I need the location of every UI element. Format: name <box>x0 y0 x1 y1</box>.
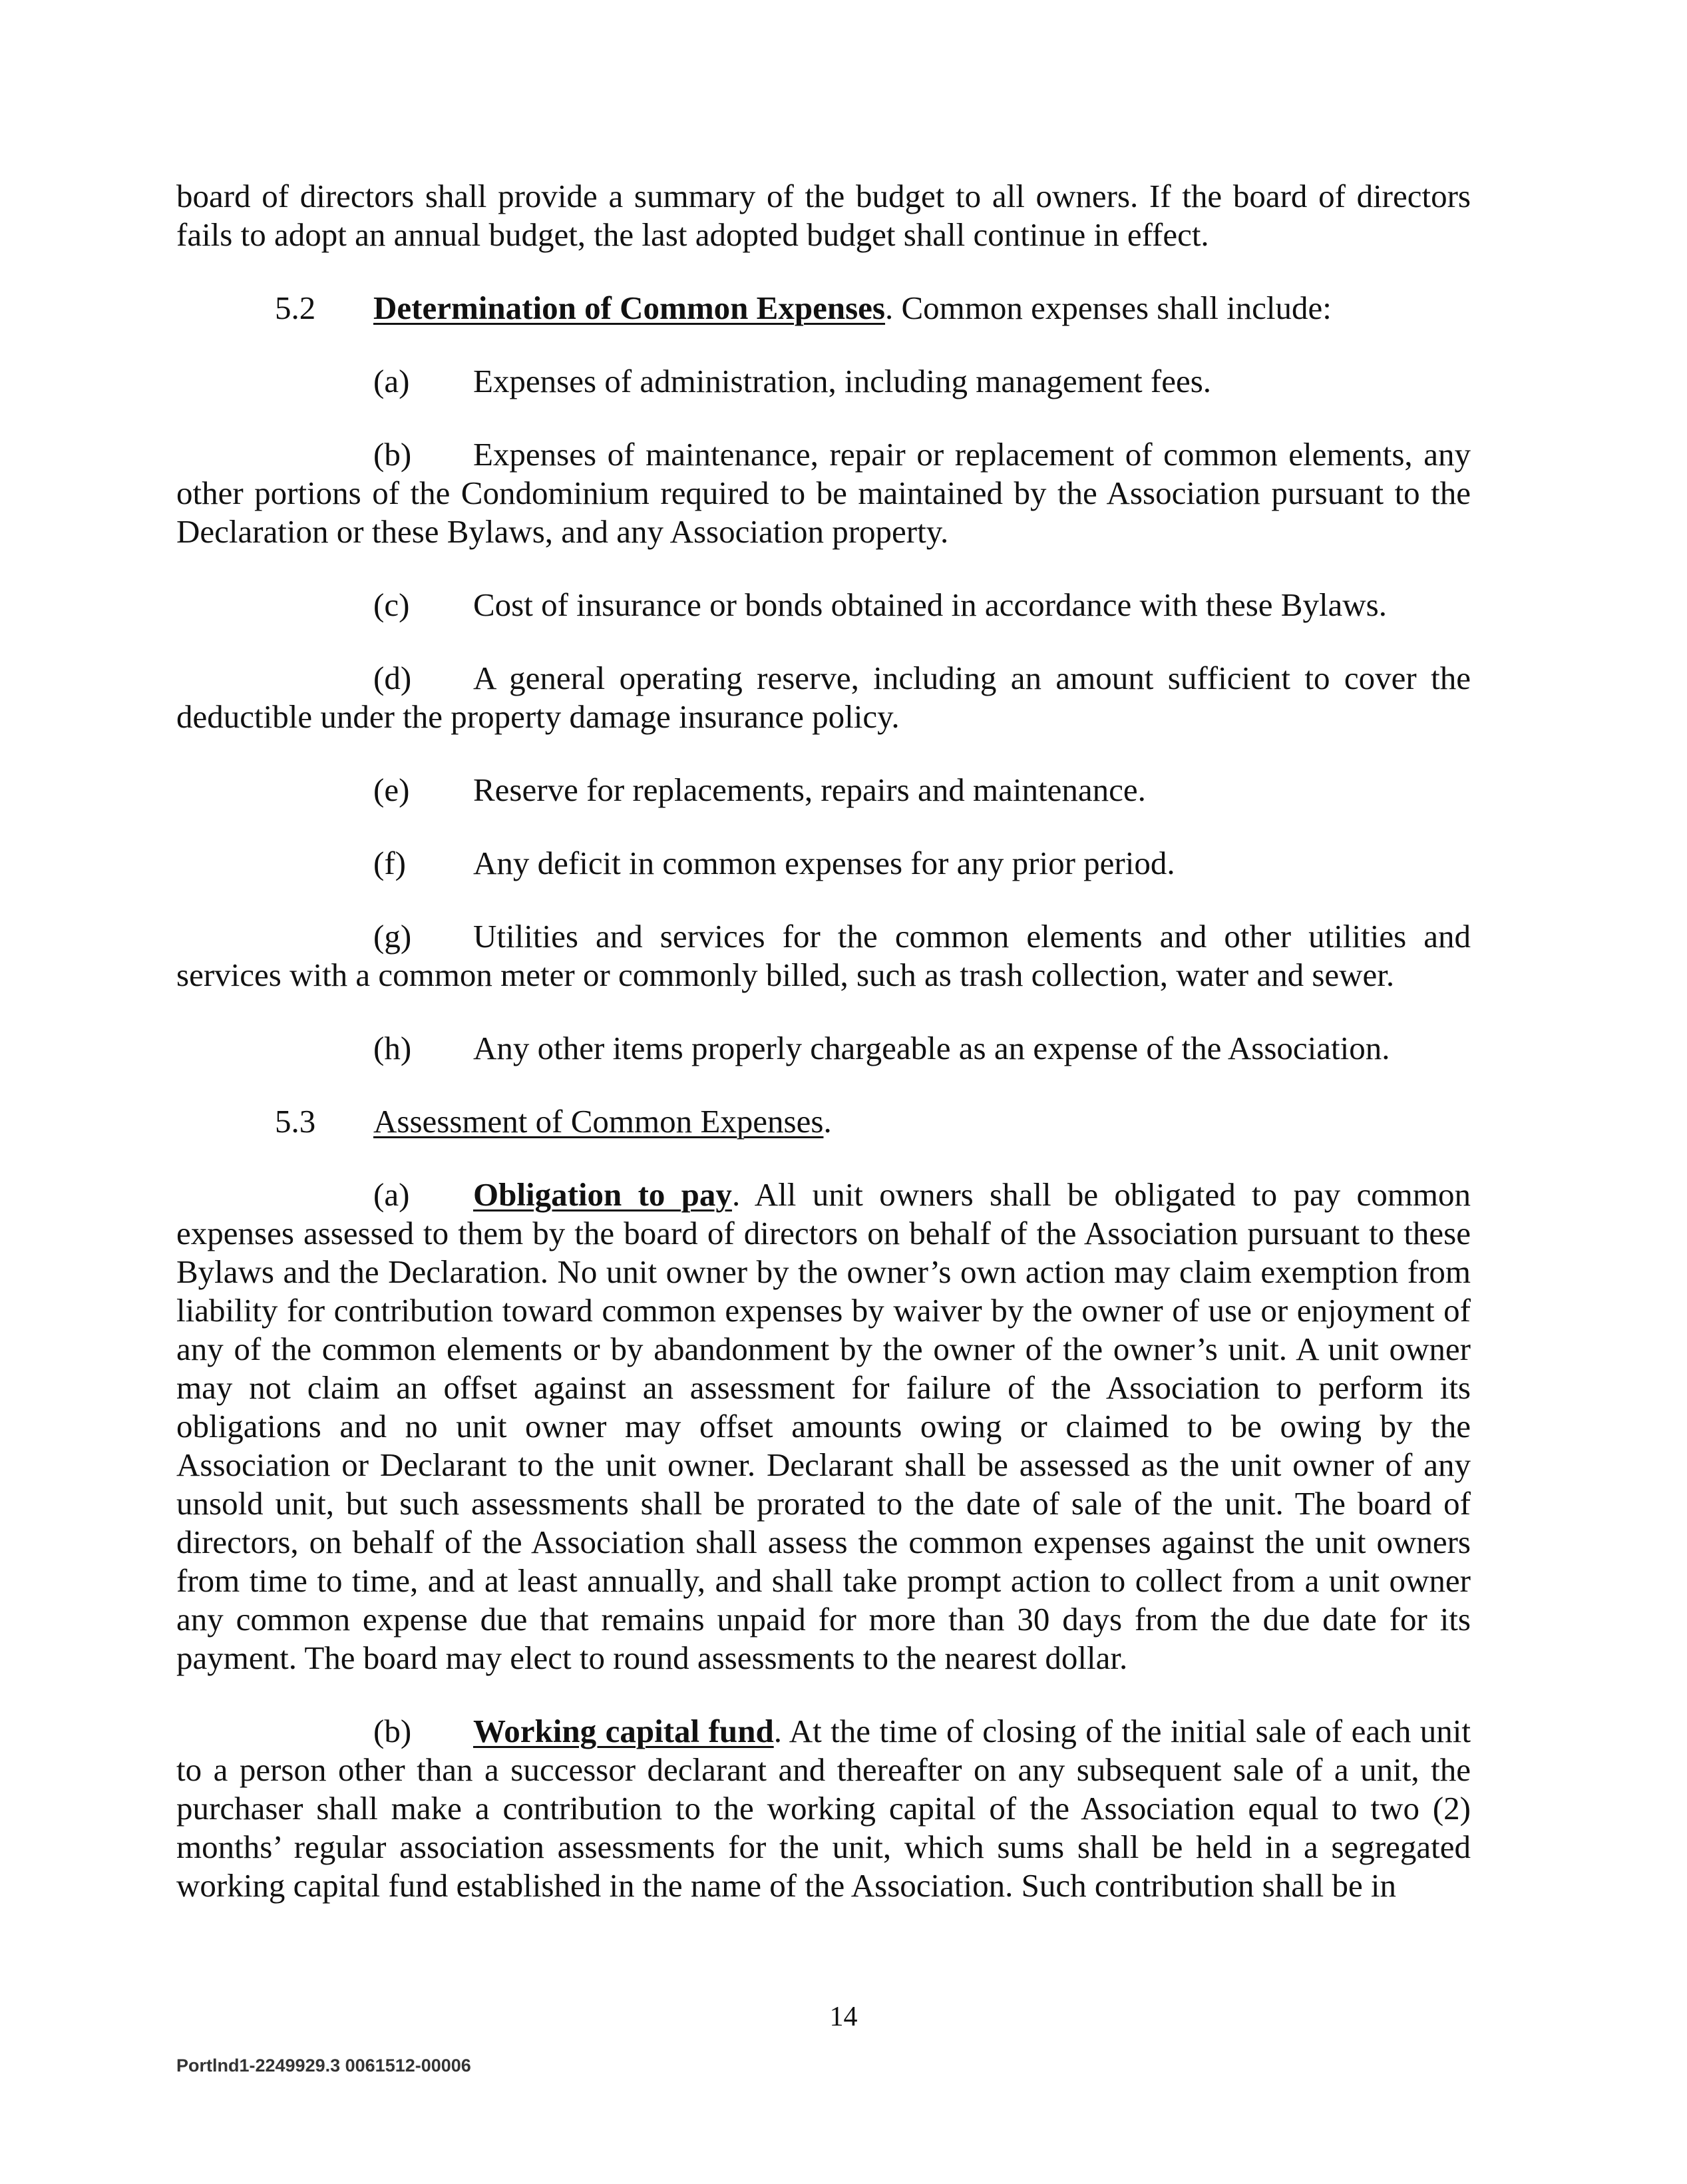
item-d <box>176 659 1471 736</box>
working-capital-label: (b) <box>373 1713 412 1749</box>
obligation-label: (a) <box>373 1176 410 1213</box>
working-capital-text: At the time of closing of the initial sale of each unit to a person other than a successor declarant and thereafter on any subsequent sale of a unit, the purchaser shall make a contribution to the working capital of the Association equal to two (2) months’ regular association assessments for the unit, which sums shall be held in a segregated working capital fund established in the name of the Association. Such contribution shall be in <box>176 1713 1471 1904</box>
item-b-text: Expenses of maintenance, repair or replacement of common elements, any other portions of the Condominium required to be maintained by the Association pursuant to the Declaration or these Bylaws, and any Association property. <box>176 436 1471 550</box>
working-capital-paragraph <box>176 1712 1471 1905</box>
item-h-label: (h) <box>373 1030 412 1066</box>
item-g-label: (g) <box>373 918 412 955</box>
working-capital-heading-period: . <box>773 1713 782 1749</box>
item-h <box>176 1029 1471 1068</box>
item-f-text: Any deficit in common expenses for any prior period. <box>473 845 1175 881</box>
item-b-label: (b) <box>373 436 412 473</box>
item-c-text: Cost of insurance or bonds obtained in accordance with these Bylaws. <box>473 586 1388 623</box>
item-g-text: Utilities and services for the common elements and other utilities and services with a common meter or commonly billed, such as trash collection, water and sewer. <box>176 918 1471 993</box>
item-c-label: (c) <box>373 586 410 623</box>
item-g <box>176 917 1471 994</box>
item-a <box>176 362 1471 401</box>
obligation-text: All unit owners shall be obligated to pay common expenses assessed to them by the board of directors on behalf of the Association pursuant to these Bylaws and the Declaration. No unit owner by the owner’s own action may claim exemption from liability for contribution toward common expenses by waiver by the owner of use or enjoyment of any of the common elements or by abandonment by the owner of the owner’s unit. A unit owner may not claim an offset against an assessment for failure of the Association to perform its obligations and no unit owner may offset amounts owing or claimed to be owing by the Association or Declarant to the unit owner. Declarant shall be assessed as the unit owner of any unsold unit, but such assessments shall be prorated to the date of sale of the unit. The board of directors, on behalf of the Association shall assess the common expenses against the unit owners from time to time, and at least annually, and shall take prompt action to collect from a unit owner any common expense due that remains unpaid for more than 30 days from the due date for its payment. The board may elect to round assessments to the nearest dollar. <box>176 1176 1471 1676</box>
item-h-text: Any other items properly chargeable as an expense of the Association. <box>473 1030 1390 1066</box>
section-5-2-title: Determination of Common Expenses <box>373 290 885 326</box>
section-5-2-number: 5.2 <box>275 290 316 326</box>
page-number: 14 <box>829 2002 858 2032</box>
item-b <box>176 435 1471 551</box>
obligation-heading-period: . <box>731 1176 741 1213</box>
item-d-label: (d) <box>373 660 412 696</box>
section-5-3-number: 5.3 <box>275 1103 316 1140</box>
item-e-label: (e) <box>373 771 410 808</box>
item-a-text: Expenses of administration, including management fees. <box>473 363 1212 399</box>
section-5-3-title-period: . <box>823 1103 832 1140</box>
item-c <box>176 586 1471 624</box>
working-capital-heading: Working capital fund <box>473 1713 774 1749</box>
obligation-heading: Obligation to pay <box>473 1176 732 1213</box>
section-5-2-lead: Common expenses shall include: <box>893 290 1332 326</box>
item-d-text: A general operating reserve, including an amount sufficient to cover the deductible under the property damage insurance policy. <box>176 660 1471 735</box>
section-5-3-title: Assessment of Common Expenses <box>373 1103 824 1140</box>
item-e-text: Reserve for replacements, repairs and maintenance. <box>473 771 1146 808</box>
section-5-2-title-period: . <box>884 290 894 326</box>
item-f <box>176 844 1471 883</box>
item-f-label: (f) <box>373 845 406 881</box>
intro-paragraph: board of directors shall provide a summary of the budget to all owners. If the board of directors fails to adopt an annual budget, the last adopted budget shall continue in effect. <box>176 178 1471 253</box>
document-id-footer: Portlnd1-2249929.3 0061512-00006 <box>176 2056 471 2075</box>
section-5-3-heading-line <box>176 1102 1471 1141</box>
item-a-label: (a) <box>373 363 410 399</box>
section-5-2-heading-line <box>176 289 1471 328</box>
item-e <box>176 771 1471 809</box>
obligation-to-pay-paragraph <box>176 1176 1471 1677</box>
page-body <box>176 177 1471 1905</box>
